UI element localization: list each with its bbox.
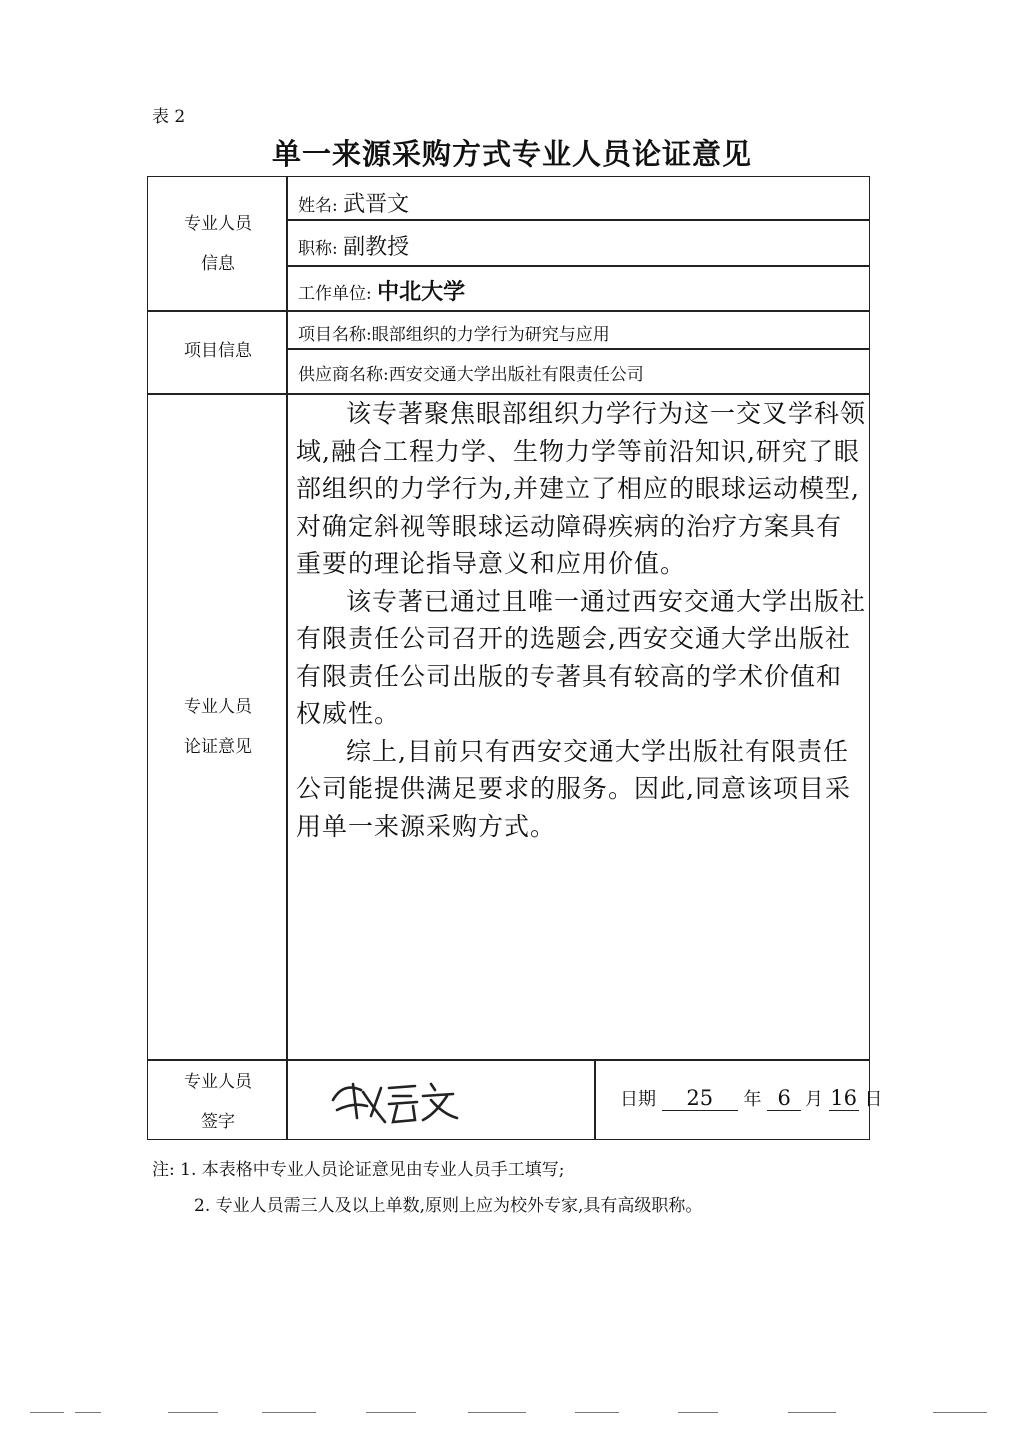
- date-day-unit: 日: [864, 1089, 883, 1110]
- title-value: 副教授: [343, 235, 410, 260]
- scan-artifact: [168, 1412, 218, 1413]
- column-divider: [286, 177, 288, 1139]
- row-divider: [286, 348, 869, 350]
- name-value: 武晋文: [343, 192, 410, 217]
- title-label: 职称:: [298, 239, 338, 259]
- date-day-value: 16: [830, 1086, 858, 1110]
- scan-artifact: [678, 1412, 718, 1413]
- footnote-1: 注: 1. 本表格中专业人员论证意见由专业人员手工填写;: [152, 1160, 565, 1180]
- footnotes: [152, 1152, 702, 1224]
- footnote-2: 2. 专业人员需三人及以上单数,原则上应为校外专家,具有高级职称。: [194, 1196, 703, 1216]
- opinion-text: [296, 395, 866, 845]
- unit-field: [298, 275, 465, 306]
- row-divider: [286, 219, 869, 221]
- opinion-paragraph: 该专著已通过且唯一通过西安交通大学出版社有限责任公司召开的选题会,西安交通大学出版社有限责任公司出版的专著具有较高的学术价值和权威性。: [296, 586, 867, 728]
- table-label: 表 2: [152, 107, 186, 127]
- project-name: 项目名称:眼部组织的力学行为研究与应用: [298, 325, 610, 345]
- signature-label: 专业人员 签字: [184, 1072, 252, 1132]
- supplier-name: 供应商名称:西安交通大学出版社有限责任公司: [298, 365, 644, 385]
- opinion-paragraph: 综上,目前只有西安交通大学出版社有限责任公司能提供满足要求的服务。因此,同意该项目采用单一来源采购方式。: [296, 736, 851, 841]
- date-year-value: 25: [662, 1086, 738, 1111]
- title-field: [298, 230, 409, 261]
- date-month-unit: 月: [804, 1089, 823, 1110]
- scan-artifact: [575, 1412, 619, 1413]
- form-table: [147, 176, 883, 1140]
- date-month-value: 6: [767, 1086, 801, 1111]
- handwritten-signature: [323, 1070, 473, 1130]
- project-info-label: 项目信息: [184, 341, 252, 361]
- date-label: 日期: [620, 1089, 656, 1110]
- scan-artifact: [30, 1412, 64, 1413]
- scan-artifact: [933, 1412, 987, 1413]
- signature-divider: [594, 1059, 596, 1139]
- scan-artifact: [788, 1412, 836, 1413]
- unit-value: 中北大学: [377, 279, 466, 305]
- row-divider: [148, 1059, 869, 1061]
- name-field: [298, 187, 409, 218]
- row-divider: [286, 265, 869, 267]
- scan-artifact: [366, 1412, 416, 1413]
- opinion-paragraph: 该专著聚焦眼部组织力学行为这一交叉学科领域,融合工程力学、生物力学等前沿知识,研究了眼部组织的力学行为,并建立了相应的眼球运动模型,对确定斜视等眼球运动障碍疾病的治疗方案具有重要的理论指导意义和应用价值。: [296, 399, 867, 578]
- scan-artifact: [75, 1412, 101, 1413]
- date-field: [620, 1085, 882, 1111]
- unit-label: 工作单位:: [298, 284, 372, 304]
- opinion-label: 专业人员 论证意见: [184, 697, 252, 757]
- scan-artifact: [262, 1412, 316, 1413]
- page-title: 单一来源采购方式专业人员论证意见: [271, 137, 752, 171]
- expert-info-label: 专业人员 信息: [184, 214, 252, 274]
- row-divider: [148, 310, 869, 312]
- name-label: 姓名:: [298, 196, 338, 216]
- date-year-unit: 年: [743, 1089, 762, 1110]
- scan-artifact: [468, 1412, 526, 1413]
